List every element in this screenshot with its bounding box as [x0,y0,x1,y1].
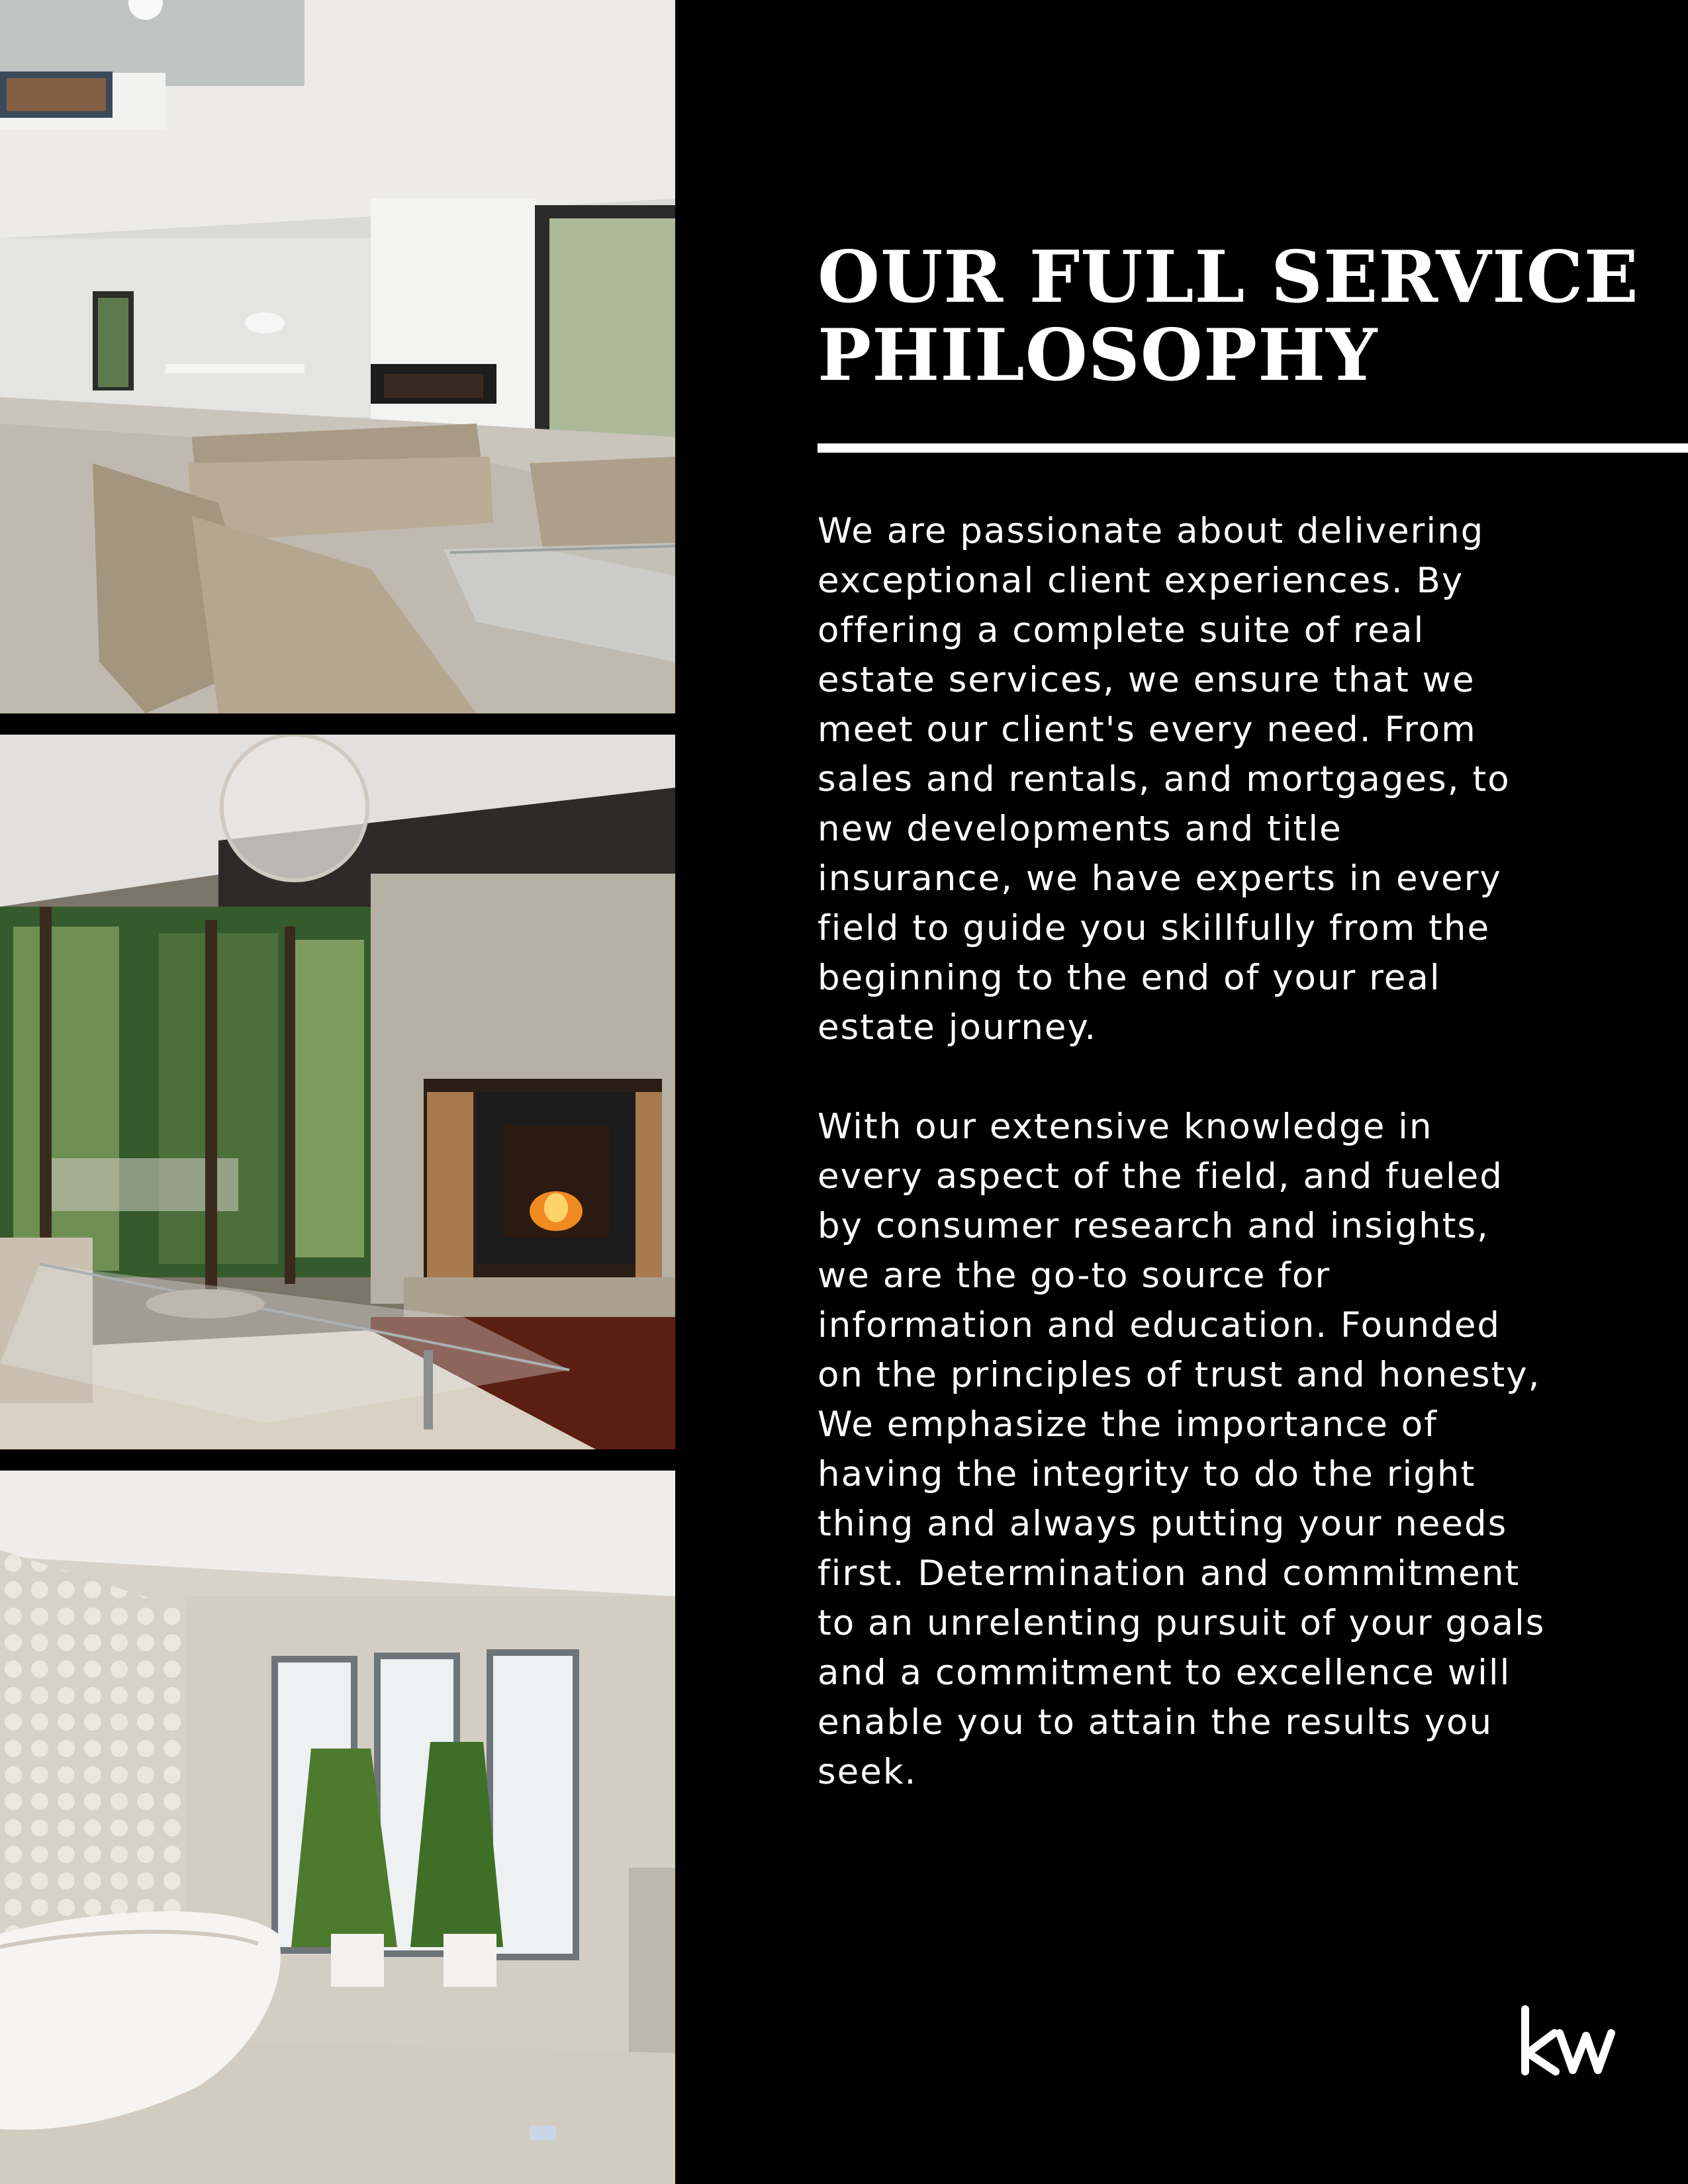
paragraph-1: We are passionate about delivering exceptional client experiences. By offering a complete suite of real estate services, we ensure that we meet our client's every need. From sales and rentals, and mortgages, to new developments and title insurance, we have experts in every field to guide you skillfully from the beginning to the end of your real estate journey. [818,511,1511,1048]
page-title: OUR FULL SERVICE PHILOSOPHY [818,236,1639,397]
paragraph-2: With our extensive knowledge in every aspect of the field, and fueled by consumer research and insights, we are the go-to source for information and education. Founded on the principles of trust and honesty, We emphasize the importance of having the integrity to do the right thing and always putting your needs first. Determination and commitment to an unrelenting pursuit of your goals and a commitment to excellence will enable you to attain the results you seek. [818,1107,1546,1792]
kw-logo-icon [1516,2005,1615,2078]
title-divider [818,443,1688,453]
philosophy-panel [675,0,1688,2184]
body-text [818,506,1546,1846]
open-living-room-photo [0,0,675,713]
bathroom-tub-photo [0,1471,675,2184]
logo-text [1516,2078,1517,2079]
fireplace-lounge-photo [0,735,675,1449]
